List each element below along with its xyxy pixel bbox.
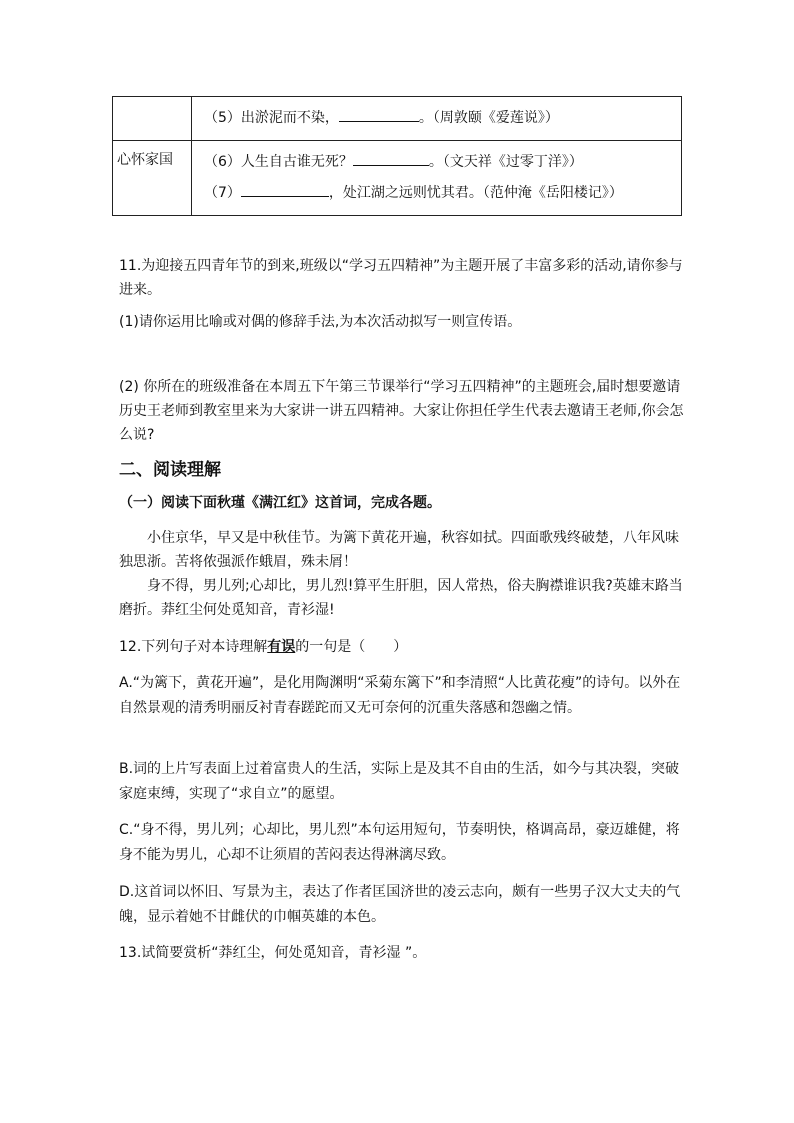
fill-in-line-6	[204, 147, 669, 178]
q11-part2: (2) 你所在的班级准备在本周五下午第三节课举行“学习五四精神”的主题班会,届时想要邀请历史王老师到教室里来为大家讲一讲五四精神。大家让你担任学生代表去邀请王老师,你会怎么说?	[119, 379, 684, 443]
q12-stem	[119, 635, 685, 659]
fill-in-line-5	[204, 103, 669, 134]
line-text: （7）	[204, 185, 241, 201]
line-text: 。（文天祥《过零丁洋》）	[428, 154, 583, 170]
q13-stem: 13.试简要赏析“莽红尘，何处觅知音，青衫湿 ”。	[119, 945, 427, 961]
category-cell: 心怀家国	[113, 141, 192, 216]
poem-stanza-2: 身不得，男儿列;心却比，男儿烈!算平生肝胆，因人常热，俗夫胸襟谁识我?英雄末路当磨折。莽红尘何处觅知音，青衫湿!	[119, 578, 683, 618]
answer-blank[interactable]	[353, 147, 429, 166]
q12-stem-post: 的一句是（ ）	[295, 639, 408, 655]
answer-blank[interactable]	[339, 103, 419, 122]
q11-part1: (1)请你运用比喻或对偶的修辞手法,为本次活动拟写一则宣传语。	[119, 314, 522, 330]
section-title: 二、阅读理解	[119, 460, 221, 480]
poem-stanza-1: 小住京华，早又是中秋佳节。为篱下黄花开遍，秋容如拭。四面歌残终破楚，八年风味独思浙。苦将侬强派作蛾眉，殊未屑！	[119, 530, 679, 570]
q11-intro: 11.为迎接五四青年节的到来,班级以“学习五四精神”为主题开展了丰富多彩的活动,请你参与进来。	[119, 258, 683, 298]
lines-cell	[192, 141, 682, 216]
q12-stem-pre: 12.下列句子对本诗理解	[119, 639, 268, 655]
table-row	[113, 141, 682, 216]
q12-option-b: B.词的上片写表面上过着富贵人的生活，实际上是及其不自由的生活，如今与其决裂，突破家庭束缚，实现了“求自立”的愿望。	[119, 761, 680, 802]
line-text: ，处江湖之远则忧其君。（范仲淹《岳阳楼记》）	[328, 185, 623, 201]
q12-emphasis: 有误	[267, 639, 296, 655]
fill-in-line-7	[204, 178, 669, 209]
answer-blank[interactable]	[241, 178, 329, 197]
subsection-title: （一）阅读下面秋瑾《满江红》这首词，完成各题。	[119, 495, 441, 511]
recitation-table	[112, 96, 682, 216]
lines-cell	[192, 97, 682, 141]
line-text: （6）人生自古谁无死？	[204, 154, 353, 170]
line-text: （5）出淤泥而不染，	[204, 110, 339, 126]
q12-option-c: C.“身不得，男儿列；心却比，男儿烈”本句运用短句，节奏明快，格调高昂，豪迈雄健，将身不能为男儿，心却不让须眉的苦闷表达得淋漓尽致。	[119, 822, 680, 863]
table-row	[113, 97, 682, 141]
q12-option-a: A.“为篱下，黄花开遍”，是化用陶渊明“采菊东篱下”和李清照“人比黄花瘦”的诗句。以外在自然景观的清秀明丽反衬青春蹉跎而又无可奈何的沉重失落感和怨幽之情。	[119, 675, 681, 716]
line-text: 。（周敦颐《爱莲说》）	[418, 110, 559, 126]
q12-option-d: D.这首词以怀旧、写景为主，表达了作者匡国济世的凌云志向，颇有一些男子汉大丈夫的气魄，显示着她不甘雌伏的巾帼英雄的本色。	[119, 884, 681, 925]
category-cell	[113, 97, 192, 141]
